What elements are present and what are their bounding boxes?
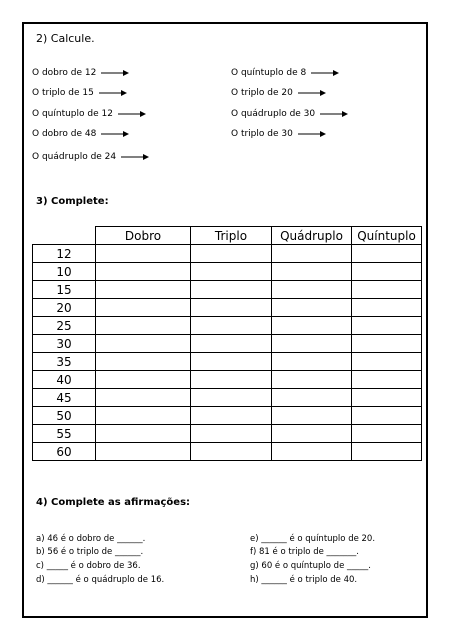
answer-cell[interactable] — [272, 317, 352, 335]
answer-cell[interactable] — [96, 353, 191, 371]
row-number: 40 — [33, 371, 96, 389]
answer-cell[interactable] — [352, 407, 422, 425]
table-corner — [33, 227, 96, 245]
answer-cell[interactable] — [272, 353, 352, 371]
answer-cell[interactable] — [191, 299, 272, 317]
row-number: 55 — [33, 425, 96, 443]
answer-cell[interactable] — [352, 335, 422, 353]
answer-cell[interactable] — [191, 317, 272, 335]
answer-cell[interactable] — [352, 317, 422, 335]
answer-cell[interactable] — [352, 263, 422, 281]
calc-item-text: O quíntuplo de 8 — [231, 68, 307, 78]
answer-cell[interactable] — [352, 371, 422, 389]
statement-a: a) 46 é o dobro de ______. — [36, 534, 146, 544]
row-number: 10 — [33, 263, 96, 281]
answer-cell[interactable] — [96, 263, 191, 281]
answer-cell[interactable] — [96, 299, 191, 317]
arrow-right-icon — [311, 70, 339, 76]
row-number: 30 — [33, 335, 96, 353]
table-row — [33, 335, 422, 353]
answer-cell[interactable] — [96, 443, 191, 461]
answer-cell[interactable] — [272, 443, 352, 461]
statement-h: h) ______ é o triplo de 40. — [250, 575, 358, 585]
answer-cell[interactable] — [96, 281, 191, 299]
arrow-right-icon — [101, 131, 129, 137]
answer-cell[interactable] — [352, 443, 422, 461]
arrow-right-icon — [298, 90, 326, 96]
answer-cell[interactable] — [352, 389, 422, 407]
calc-item-right-4 — [231, 128, 326, 140]
answer-cell[interactable] — [191, 335, 272, 353]
calc-item-text: O quádruplo de 30 — [231, 109, 316, 119]
answer-cell[interactable] — [272, 425, 352, 443]
answer-cell[interactable] — [96, 389, 191, 407]
row-number: 50 — [33, 407, 96, 425]
table-header-row — [33, 227, 422, 245]
statement-g: g) 60 é o quíntuplo de _____. — [250, 561, 371, 571]
statement-e: e) ______ é o quíntuplo de 20. — [250, 534, 376, 544]
section-4-title: 4) Complete as afirmações: — [36, 497, 191, 508]
calc-item-left-4 — [32, 128, 129, 140]
calc-item-right-3 — [231, 108, 348, 120]
answer-cell[interactable] — [96, 371, 191, 389]
statement-d: d) ______ é o quádruplo de 16. — [36, 575, 165, 585]
table-row — [33, 353, 422, 371]
calc-item-text: O dobro de 48 — [32, 129, 97, 139]
table-row — [33, 245, 422, 263]
answer-cell[interactable] — [272, 371, 352, 389]
answer-cell[interactable] — [191, 353, 272, 371]
table-row — [33, 371, 422, 389]
arrow-right-icon — [298, 131, 326, 137]
answer-cell[interactable] — [272, 281, 352, 299]
calc-item-text: O triplo de 30 — [231, 129, 293, 139]
answer-cell[interactable] — [191, 443, 272, 461]
calc-item-text: O dobro de 12 — [32, 68, 97, 78]
row-number: 35 — [33, 353, 96, 371]
answer-cell[interactable] — [191, 263, 272, 281]
answer-cell[interactable] — [272, 389, 352, 407]
row-number: 15 — [33, 281, 96, 299]
row-number: 20 — [33, 299, 96, 317]
header-quadruplo: Quádruplo — [272, 227, 352, 245]
answer-cell[interactable] — [96, 335, 191, 353]
calc-item-right-1 — [231, 67, 339, 79]
arrow-right-icon — [101, 70, 129, 76]
section-2-title: 2) Calcule. — [36, 32, 95, 45]
answer-cell[interactable] — [191, 371, 272, 389]
arrow-right-icon — [118, 111, 146, 117]
answer-cell[interactable] — [352, 353, 422, 371]
row-number: 45 — [33, 389, 96, 407]
calc-item-text: O triplo de 15 — [32, 88, 94, 98]
table-row — [33, 299, 422, 317]
answer-cell[interactable] — [352, 245, 422, 263]
table-row — [33, 443, 422, 461]
answer-cell[interactable] — [272, 299, 352, 317]
answer-cell[interactable] — [96, 425, 191, 443]
calc-item-left-1 — [32, 67, 129, 79]
arrow-right-icon — [121, 154, 149, 160]
table-row — [33, 263, 422, 281]
calc-item-left-3 — [32, 108, 146, 120]
header-triplo: Triplo — [191, 227, 272, 245]
answer-cell[interactable] — [352, 281, 422, 299]
header-dobro: Dobro — [96, 227, 191, 245]
row-number: 25 — [33, 317, 96, 335]
calc-item-text: O triplo de 20 — [231, 88, 293, 98]
statement-c: c) _____ é o dobro de 36. — [36, 561, 141, 571]
row-number: 60 — [33, 443, 96, 461]
answer-cell[interactable] — [96, 407, 191, 425]
answer-cell[interactable] — [191, 281, 272, 299]
answer-cell[interactable] — [96, 245, 191, 263]
multiples-table — [32, 226, 422, 461]
section-3-title: 3) Complete: — [36, 196, 109, 207]
calc-item-text: O quádruplo de 24 — [32, 152, 117, 162]
answer-cell[interactable] — [191, 425, 272, 443]
table-row — [33, 389, 422, 407]
answer-cell[interactable] — [96, 317, 191, 335]
row-number: 12 — [33, 245, 96, 263]
answer-cell[interactable] — [272, 335, 352, 353]
answer-cell[interactable] — [191, 245, 272, 263]
answer-cell[interactable] — [272, 263, 352, 281]
statement-b: b) 56 é o triplo de ______. — [36, 547, 144, 557]
calc-item-right-2 — [231, 87, 326, 99]
calc-item-left-5 — [32, 151, 149, 163]
table-row — [33, 407, 422, 425]
header-quintuplo: Quíntuplo — [352, 227, 422, 245]
answer-cell[interactable] — [272, 407, 352, 425]
answer-cell[interactable] — [191, 407, 272, 425]
answer-cell[interactable] — [191, 389, 272, 407]
calc-item-left-2 — [32, 87, 127, 99]
arrow-right-icon — [320, 111, 348, 117]
calc-item-text: O quíntuplo de 12 — [32, 109, 113, 119]
answer-cell[interactable] — [352, 299, 422, 317]
statement-f: f) 81 é o triplo de _______. — [250, 547, 359, 557]
table-row — [33, 425, 422, 443]
answer-cell[interactable] — [352, 425, 422, 443]
table-row — [33, 317, 422, 335]
answer-cell[interactable] — [272, 245, 352, 263]
arrow-right-icon — [99, 90, 127, 96]
table-row — [33, 281, 422, 299]
